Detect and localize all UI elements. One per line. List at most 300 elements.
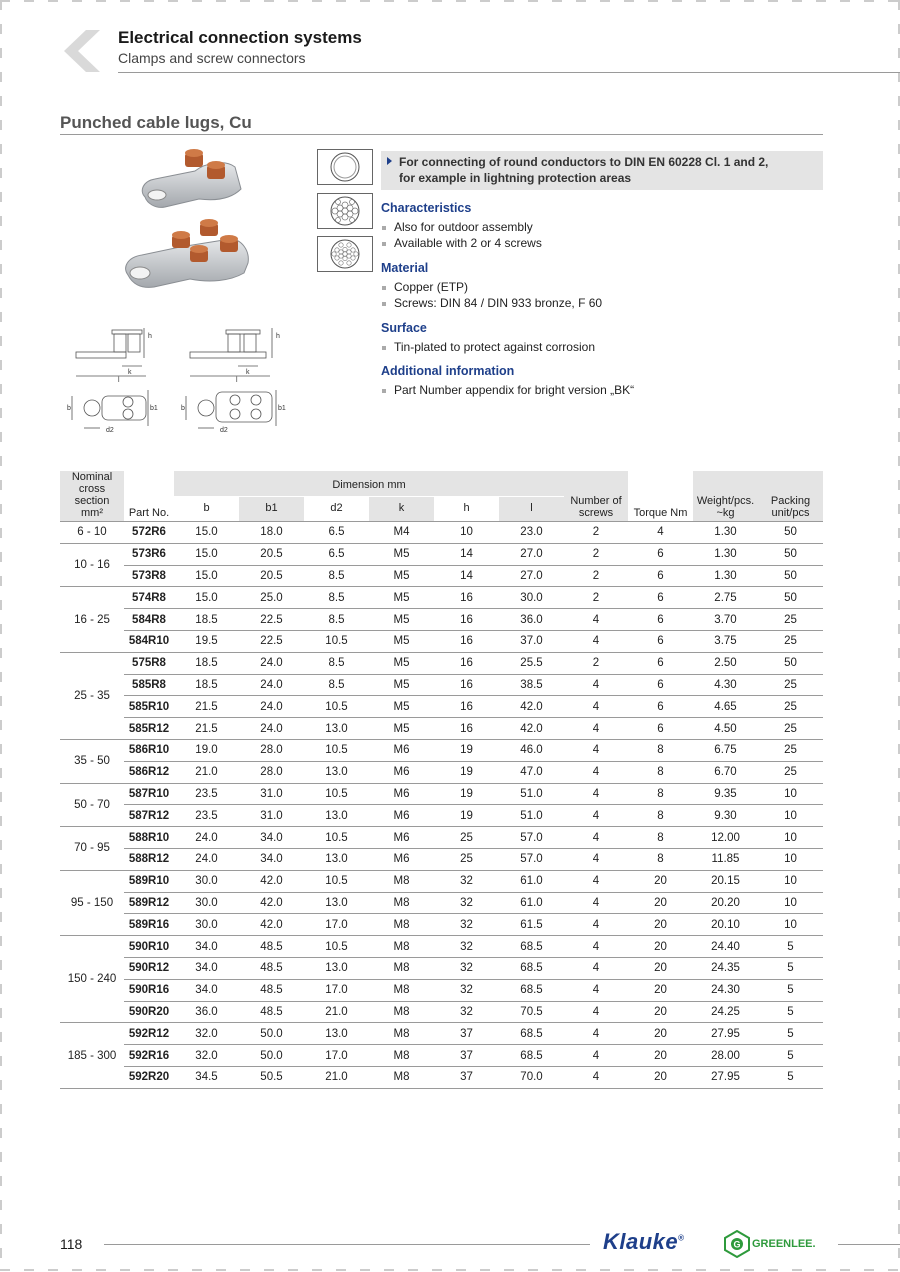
cell-l: 68.5	[499, 936, 564, 958]
page-number: 118	[60, 1236, 83, 1252]
cell-h: 10	[434, 522, 499, 544]
cell-part-no: 589R10	[124, 870, 174, 892]
table-row	[60, 543, 823, 565]
cell-b1: 50.0	[239, 1045, 304, 1067]
cell-weight: 24.35	[693, 957, 758, 979]
cell-l: 51.0	[499, 805, 564, 827]
table-row	[60, 522, 823, 544]
cell-cross-section: 95 - 150	[60, 870, 124, 935]
cell-b1: 48.5	[239, 957, 304, 979]
cell-h: 14	[434, 565, 499, 587]
fine-stranded-conductor-icon	[317, 236, 373, 272]
cell-k: M8	[369, 1023, 434, 1045]
cell-b: 36.0	[174, 1001, 239, 1023]
cell-d2: 13.0	[304, 892, 369, 914]
cell-torque: 20	[628, 1045, 693, 1067]
cell-h: 14	[434, 543, 499, 565]
cell-cross-section: 185 - 300	[60, 1023, 124, 1088]
table-row	[60, 827, 823, 849]
cell-part-no: 575R8	[124, 652, 174, 674]
cell-k: M5	[369, 587, 434, 609]
table-row	[60, 587, 823, 609]
cell-d2: 21.0	[304, 1001, 369, 1023]
cell-d2: 10.5	[304, 783, 369, 805]
col-packing	[758, 471, 823, 522]
cell-torque: 8	[628, 805, 693, 827]
cell-cross-section: 16 - 25	[60, 587, 124, 652]
cell-screws: 4	[564, 609, 628, 631]
cell-h: 16	[434, 696, 499, 718]
cell-packing: 25	[758, 609, 823, 631]
section-divider	[60, 134, 823, 135]
cell-part-no: 584R10	[124, 630, 174, 652]
material-item: Screws: DIN 84 / DIN 933 bronze, F 60	[381, 296, 602, 310]
cell-b1: 24.0	[239, 652, 304, 674]
cell-b1: 22.5	[239, 630, 304, 652]
table-row	[60, 979, 823, 1001]
cell-b: 30.0	[174, 870, 239, 892]
cell-b: 23.5	[174, 783, 239, 805]
cell-screws: 4	[564, 783, 628, 805]
col-k: k	[369, 496, 434, 521]
chevron-left-icon	[58, 28, 102, 74]
cell-b1: 34.0	[239, 848, 304, 870]
header-subtitle: Clamps and screw connectors	[118, 50, 306, 66]
cell-part-no: 590R20	[124, 1001, 174, 1023]
cell-l: 70.0	[499, 1066, 564, 1088]
packing-h1: Packing	[770, 495, 811, 507]
cell-torque: 6	[628, 696, 693, 718]
cell-weight: 24.25	[693, 1001, 758, 1023]
cell-weight: 11.85	[693, 848, 758, 870]
cell-k: M8	[369, 1045, 434, 1067]
col-cross-section	[60, 471, 124, 522]
cell-k: M8	[369, 1001, 434, 1023]
cell-torque: 20	[628, 1001, 693, 1023]
cell-packing: 5	[758, 1001, 823, 1023]
characteristics-heading: Characteristics	[381, 201, 472, 215]
cell-d2: 8.5	[304, 565, 369, 587]
cell-cross-section: 70 - 95	[60, 827, 124, 871]
cell-l: 27.0	[499, 565, 564, 587]
cell-d2: 10.5	[304, 739, 369, 761]
cell-l: 42.0	[499, 718, 564, 740]
cell-part-no: 588R10	[124, 827, 174, 849]
cell-packing: 50	[758, 587, 823, 609]
solid-conductor-icon	[317, 149, 373, 185]
material-heading: Material	[381, 261, 429, 275]
cross-section-h2: cross section	[74, 483, 110, 507]
cell-weight: 1.30	[693, 543, 758, 565]
cell-l: 68.5	[499, 979, 564, 1001]
cell-b1: 24.0	[239, 718, 304, 740]
cell-k: M4	[369, 522, 434, 544]
cell-weight: 27.95	[693, 1023, 758, 1045]
cell-torque: 6	[628, 674, 693, 696]
characteristics-item: Also for outdoor assembly	[381, 220, 533, 234]
cell-packing: 5	[758, 957, 823, 979]
technical-drawing-2-screw	[66, 318, 166, 436]
cell-weight: 4.30	[693, 674, 758, 696]
cell-d2: 6.5	[304, 522, 369, 544]
cell-packing: 25	[758, 696, 823, 718]
cell-screws: 4	[564, 739, 628, 761]
cell-screws: 4	[564, 696, 628, 718]
cell-d2: 13.0	[304, 848, 369, 870]
col-h: h	[434, 496, 499, 521]
cell-screws: 4	[564, 892, 628, 914]
cell-weight: 20.15	[693, 870, 758, 892]
cell-packing: 50	[758, 652, 823, 674]
table-row	[60, 739, 823, 761]
cell-torque: 8	[628, 761, 693, 783]
cell-b: 18.5	[174, 674, 239, 696]
label-b-2: b	[181, 405, 185, 412]
label-d2: d2	[106, 427, 114, 434]
cell-weight: 4.65	[693, 696, 758, 718]
cell-cross-section: 35 - 50	[60, 739, 124, 783]
col-b1: b1	[239, 496, 304, 521]
cell-l: 23.0	[499, 522, 564, 544]
cell-b1: 28.0	[239, 739, 304, 761]
cell-part-no: 590R10	[124, 936, 174, 958]
cell-part-no: 590R16	[124, 979, 174, 1001]
additional-info-item: Part Number appendix for bright version „BK“	[381, 383, 634, 397]
info-box	[381, 151, 823, 190]
greenlee-logo-icon	[724, 1230, 750, 1258]
cell-l: 68.5	[499, 1023, 564, 1045]
cell-b: 24.0	[174, 827, 239, 849]
surface-item: Tin-plated to protect against corrosion	[381, 340, 595, 354]
screws-h1: Number of	[570, 495, 622, 507]
cell-d2: 13.0	[304, 957, 369, 979]
cell-d2: 13.0	[304, 1023, 369, 1045]
page-border-bottom	[0, 1269, 900, 1271]
cell-weight: 6.75	[693, 739, 758, 761]
footer-divider-right	[838, 1244, 900, 1245]
cell-h: 16	[434, 587, 499, 609]
cell-screws: 4	[564, 979, 628, 1001]
cell-weight: 24.30	[693, 979, 758, 1001]
cell-screws: 4	[564, 957, 628, 979]
product-table	[60, 471, 823, 1089]
cell-weight: 20.10	[693, 914, 758, 936]
cell-d2: 8.5	[304, 652, 369, 674]
cell-weight: 9.30	[693, 805, 758, 827]
cell-l: 37.0	[499, 630, 564, 652]
cell-b: 15.0	[174, 522, 239, 544]
cell-packing: 10	[758, 783, 823, 805]
cell-part-no: 586R12	[124, 761, 174, 783]
cell-d2: 13.0	[304, 805, 369, 827]
cell-screws: 2	[564, 565, 628, 587]
cell-part-no: 573R6	[124, 543, 174, 565]
cell-b: 24.0	[174, 848, 239, 870]
cell-cross-section: 150 - 240	[60, 936, 124, 1023]
cell-k: M8	[369, 936, 434, 958]
cell-packing: 5	[758, 1066, 823, 1088]
label-b1: b1	[150, 405, 158, 412]
cell-screws: 4	[564, 718, 628, 740]
col-torque: Torque Nm	[628, 471, 693, 522]
cell-h: 32	[434, 914, 499, 936]
cell-d2: 8.5	[304, 609, 369, 631]
cell-torque: 20	[628, 1066, 693, 1088]
cell-b1: 28.0	[239, 761, 304, 783]
cell-k: M5	[369, 565, 434, 587]
col-l: l	[499, 496, 564, 521]
table-row	[60, 783, 823, 805]
cell-k: M6	[369, 739, 434, 761]
cell-packing: 25	[758, 718, 823, 740]
greenlee-wordmark: GREENLEE	[752, 1238, 813, 1250]
cell-d2: 13.0	[304, 718, 369, 740]
cell-b: 15.0	[174, 565, 239, 587]
label-d2-2: d2	[220, 427, 228, 434]
cell-h: 16	[434, 718, 499, 740]
cell-b: 15.0	[174, 587, 239, 609]
cell-b1: 34.0	[239, 827, 304, 849]
cell-b1: 20.5	[239, 543, 304, 565]
cell-part-no: 572R6	[124, 522, 174, 544]
col-b: b	[174, 496, 239, 521]
cell-part-no: 589R16	[124, 914, 174, 936]
cell-part-no: 573R8	[124, 565, 174, 587]
cell-b1: 42.0	[239, 914, 304, 936]
cell-l: 68.5	[499, 1045, 564, 1067]
cell-b: 32.0	[174, 1045, 239, 1067]
cell-b: 19.0	[174, 739, 239, 761]
cell-l: 36.0	[499, 609, 564, 631]
cell-screws: 2	[564, 522, 628, 544]
table-row	[60, 565, 823, 587]
cell-screws: 4	[564, 848, 628, 870]
cell-torque: 8	[628, 739, 693, 761]
table-row	[60, 630, 823, 652]
cell-screws: 4	[564, 870, 628, 892]
cell-d2: 8.5	[304, 587, 369, 609]
cell-screws: 4	[564, 630, 628, 652]
cell-h: 37	[434, 1066, 499, 1088]
cell-screws: 4	[564, 761, 628, 783]
cell-d2: 10.5	[304, 936, 369, 958]
cell-d2: 10.5	[304, 630, 369, 652]
cell-d2: 21.0	[304, 1066, 369, 1088]
cell-b: 23.5	[174, 805, 239, 827]
cell-screws: 2	[564, 587, 628, 609]
cell-l: 27.0	[499, 543, 564, 565]
table-row	[60, 1001, 823, 1023]
cell-b1: 42.0	[239, 892, 304, 914]
cell-part-no: 592R16	[124, 1045, 174, 1067]
cell-b1: 22.5	[239, 609, 304, 631]
cell-b1: 20.5	[239, 565, 304, 587]
table-row	[60, 936, 823, 958]
cross-section-h3: mm²	[81, 507, 103, 519]
cell-screws: 4	[564, 674, 628, 696]
table-row	[60, 718, 823, 740]
cell-b: 19.5	[174, 630, 239, 652]
cell-torque: 6	[628, 652, 693, 674]
cell-packing: 25	[758, 761, 823, 783]
cell-l: 46.0	[499, 739, 564, 761]
cell-screws: 4	[564, 805, 628, 827]
cell-b: 34.0	[174, 936, 239, 958]
weight-h1: Weight/pcs.	[696, 495, 755, 507]
page-border-left	[0, 0, 2, 1272]
registered-mark: ®	[678, 1233, 685, 1243]
cell-torque: 20	[628, 936, 693, 958]
cell-torque: 20	[628, 892, 693, 914]
cell-k: M8	[369, 957, 434, 979]
cell-part-no: 592R12	[124, 1023, 174, 1045]
cell-packing: 5	[758, 1023, 823, 1045]
cell-b: 30.0	[174, 914, 239, 936]
cell-l: 70.5	[499, 1001, 564, 1023]
cell-k: M8	[369, 892, 434, 914]
cell-screws: 4	[564, 1045, 628, 1067]
additional-info-heading: Additional information	[381, 364, 515, 378]
cell-weight: 20.20	[693, 892, 758, 914]
cell-torque: 8	[628, 827, 693, 849]
label-l-2: l	[236, 377, 238, 384]
cell-h: 16	[434, 674, 499, 696]
cell-packing: 10	[758, 914, 823, 936]
characteristics-item: Available with 2 or 4 screws	[381, 236, 542, 250]
cell-weight: 2.50	[693, 652, 758, 674]
section-title: Punched cable lugs, Cu	[60, 113, 252, 132]
cell-l: 61.0	[499, 892, 564, 914]
cell-packing: 50	[758, 565, 823, 587]
cell-weight: 1.30	[693, 565, 758, 587]
cell-l: 57.0	[499, 827, 564, 849]
cell-cross-section: 10 - 16	[60, 543, 124, 587]
table-row	[60, 892, 823, 914]
cell-packing: 25	[758, 739, 823, 761]
table-row	[60, 914, 823, 936]
cell-torque: 6	[628, 609, 693, 631]
cell-d2: 8.5	[304, 674, 369, 696]
cell-packing: 25	[758, 674, 823, 696]
cell-h: 19	[434, 739, 499, 761]
klauke-wordmark: Klauke	[603, 1229, 679, 1254]
cell-part-no: 590R12	[124, 957, 174, 979]
cell-packing: 5	[758, 1045, 823, 1067]
cell-h: 19	[434, 783, 499, 805]
cell-part-no: 587R12	[124, 805, 174, 827]
info-line-1: For connecting of round conductors to DIN EN 60228 Cl. 1 and 2,	[399, 155, 769, 169]
technical-drawing-4-screw	[180, 318, 290, 436]
cell-h: 37	[434, 1023, 499, 1045]
label-b1-2: b1	[278, 405, 286, 412]
cell-cross-section: 50 - 70	[60, 783, 124, 827]
cell-packing: 50	[758, 522, 823, 544]
cell-torque: 20	[628, 979, 693, 1001]
header-title: Electrical connection systems	[118, 28, 362, 47]
cell-packing: 10	[758, 805, 823, 827]
greenlee-logo	[752, 1238, 816, 1250]
cell-d2: 10.5	[304, 870, 369, 892]
header-divider	[118, 72, 900, 73]
cell-part-no: 589R12	[124, 892, 174, 914]
cell-k: M6	[369, 761, 434, 783]
cell-l: 42.0	[499, 696, 564, 718]
table-row	[60, 805, 823, 827]
cell-b1: 25.0	[239, 587, 304, 609]
cell-h: 16	[434, 652, 499, 674]
cross-section-h1: Nominal	[71, 471, 113, 483]
table-row	[60, 696, 823, 718]
cell-packing: 10	[758, 848, 823, 870]
cell-b1: 42.0	[239, 870, 304, 892]
cell-k: M5	[369, 696, 434, 718]
table-row	[60, 652, 823, 674]
cell-h: 16	[434, 609, 499, 631]
col-part-no: Part No.	[124, 471, 174, 522]
cell-b1: 48.5	[239, 979, 304, 1001]
cell-b: 32.0	[174, 1023, 239, 1045]
cell-torque: 6	[628, 718, 693, 740]
cell-h: 19	[434, 761, 499, 783]
cell-d2: 10.5	[304, 696, 369, 718]
material-item: Copper (ETP)	[381, 280, 468, 294]
cell-l: 57.0	[499, 848, 564, 870]
cell-h: 37	[434, 1045, 499, 1067]
col-group-dimension: Dimension mm	[174, 471, 564, 496]
table-row	[60, 870, 823, 892]
cell-weight: 9.35	[693, 783, 758, 805]
cell-packing: 5	[758, 936, 823, 958]
cell-torque: 4	[628, 522, 693, 544]
table-row	[60, 1066, 823, 1088]
cell-b: 15.0	[174, 543, 239, 565]
cell-cross-section: 6 - 10	[60, 522, 124, 544]
cell-k: M6	[369, 827, 434, 849]
table-row	[60, 1023, 823, 1045]
cell-b1: 31.0	[239, 783, 304, 805]
cell-weight: 4.50	[693, 718, 758, 740]
cell-weight: 2.75	[693, 587, 758, 609]
arrow-right-icon	[387, 157, 392, 165]
cell-torque: 20	[628, 914, 693, 936]
cell-l: 25.5	[499, 652, 564, 674]
cell-b1: 50.0	[239, 1023, 304, 1045]
cell-weight: 6.70	[693, 761, 758, 783]
greenlee-dot: .	[812, 1238, 816, 1250]
cell-h: 32	[434, 979, 499, 1001]
cell-h: 32	[434, 936, 499, 958]
product-photo-4-screw	[120, 217, 255, 295]
cell-part-no: 586R10	[124, 739, 174, 761]
cell-l: 47.0	[499, 761, 564, 783]
cell-b1: 18.0	[239, 522, 304, 544]
cell-b: 34.0	[174, 957, 239, 979]
cell-torque: 6	[628, 543, 693, 565]
cell-k: M6	[369, 783, 434, 805]
cell-b1: 31.0	[239, 805, 304, 827]
label-h: h	[148, 333, 152, 340]
svg-text:G: G	[733, 1239, 741, 1250]
cell-k: M8	[369, 979, 434, 1001]
page-border-top	[0, 0, 900, 2]
cell-torque: 20	[628, 957, 693, 979]
packing-h2: unit/pcs	[771, 507, 810, 519]
cell-b: 21.0	[174, 761, 239, 783]
cell-screws: 4	[564, 1023, 628, 1045]
cell-screws: 4	[564, 936, 628, 958]
cell-torque: 6	[628, 630, 693, 652]
label-k: k	[128, 369, 132, 376]
